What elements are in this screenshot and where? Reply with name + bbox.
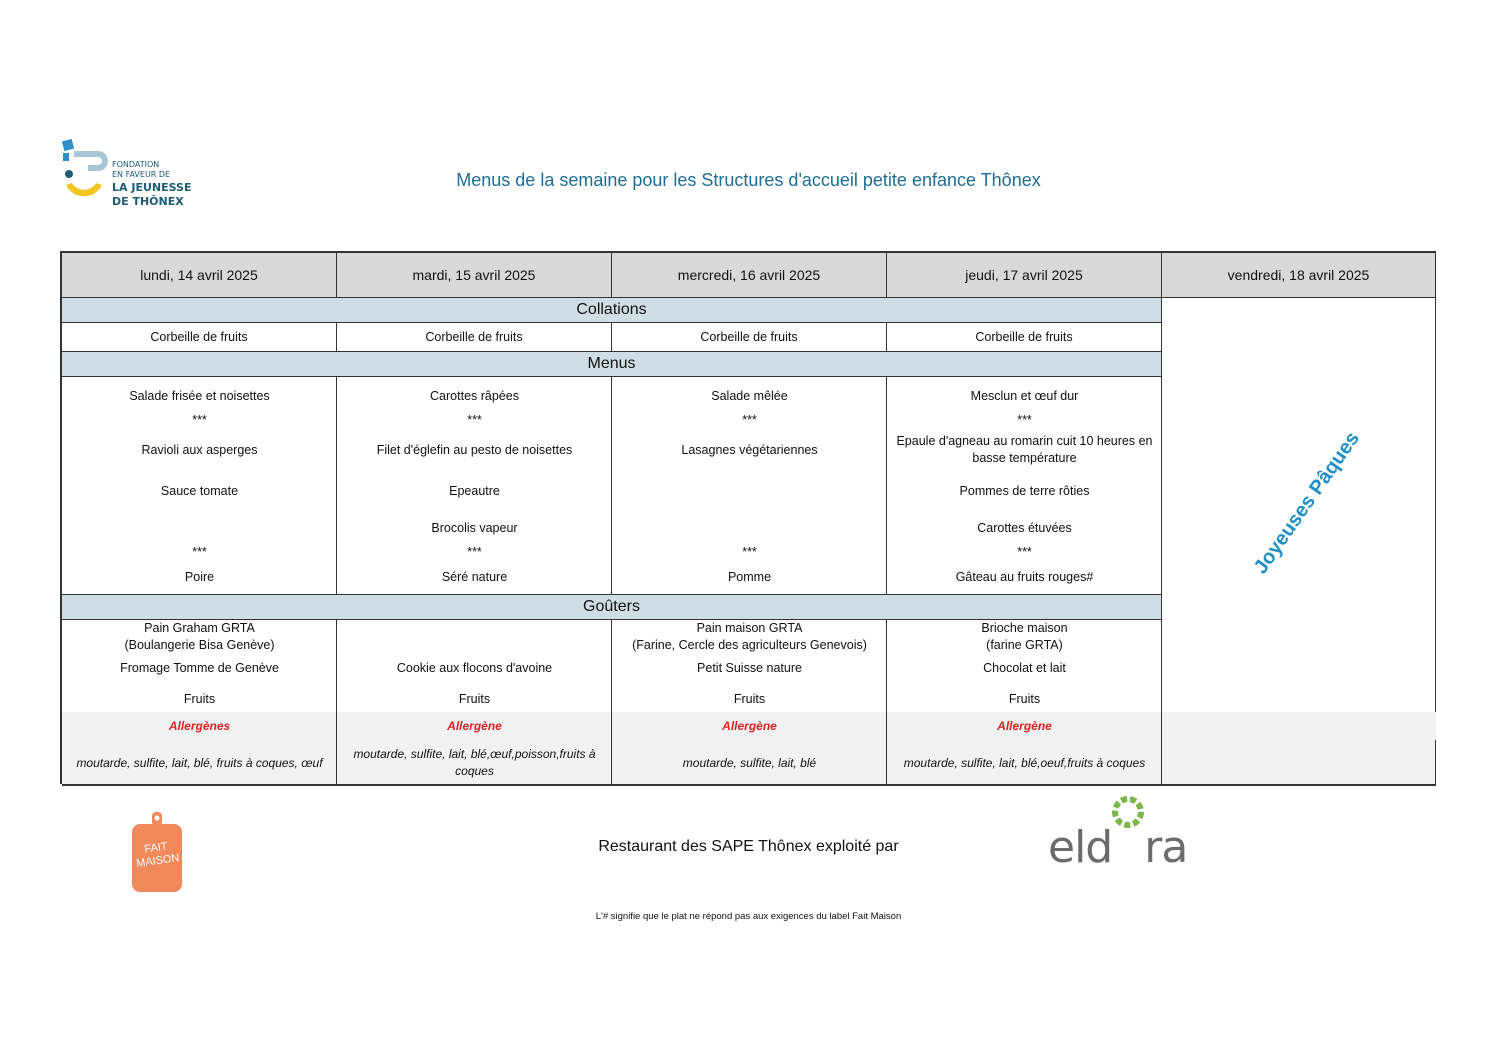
- menu-separator: ***: [742, 545, 757, 559]
- menu-dessert: Pomme: [727, 570, 772, 584]
- gouter-tuesday: [337, 620, 612, 712]
- menu-separator: ***: [192, 413, 207, 427]
- allergens-friday: [1162, 740, 1436, 784]
- allergens-list: moutarde, sulfite, lait, blé: [682, 756, 817, 770]
- gouter-pain: Brioche maison: [981, 621, 1068, 635]
- footnote: L'# signifie que le plat ne répond pas aux exigences du label Fait Maison: [595, 911, 902, 922]
- allergens-title: Allergènes: [168, 719, 231, 733]
- allergens-title: Allergène: [447, 719, 502, 733]
- day-header-thursday: jeudi, 17 avril 2025: [887, 253, 1162, 298]
- menu-dessert: Poire: [184, 570, 215, 584]
- menu-entree: Salade mêlée: [711, 389, 788, 403]
- gouter-pain-detail: (Boulangerie Bisa Genève): [124, 638, 275, 652]
- gouter-pain-detail: (Farine, Cercle des agriculteurs Genevois): [632, 638, 867, 652]
- menu-entree: Salade frisée et noisettes: [129, 389, 270, 403]
- gouter-pain-detail: (farine GRTA): [986, 638, 1063, 652]
- allergens-list: moutarde, sulfite, lait, blé,œuf,poisson,fruits à coques: [353, 747, 596, 778]
- menu-entree: Carottes râpées: [430, 389, 519, 403]
- gouter-monday: [62, 620, 337, 712]
- menu-accompagnement: Pommes de terre rôties: [959, 484, 1090, 498]
- day-header-tuesday: mardi, 15 avril 2025: [337, 253, 612, 298]
- fait-maison-line-1: FAIT: [143, 840, 169, 856]
- allergens-list: moutarde, sulfite, lait, blé, fruits à coques, œuf: [76, 756, 323, 770]
- logo-line-3: LA JEUNESSE: [112, 181, 192, 194]
- menu-plat: Ravioli aux asperges: [141, 443, 258, 457]
- gouter-pain: Pain maison GRTA: [696, 621, 803, 635]
- eldora-o-icon: [1110, 794, 1146, 830]
- logo-line-1: FONDATION: [112, 160, 160, 169]
- menu-monday: [62, 377, 337, 595]
- menu-separator: ***: [1017, 413, 1032, 427]
- gouter-thursday: [887, 620, 1162, 712]
- section-gouters: Goûters: [62, 595, 1162, 620]
- menu-entree: Mesclun et œuf dur: [970, 389, 1079, 403]
- menu-tuesday: [337, 377, 612, 595]
- menu-plat: Epaule d'agneau au romarin cuit 10 heures en basse température: [896, 434, 1153, 465]
- page-title: Menus de la semaine pour les Structures d'accueil petite enfance Thônex: [456, 170, 1041, 190]
- collation-wednesday: Corbeille de fruits: [612, 323, 887, 352]
- friday-easter-note: Joyeuses Pâques: [1249, 427, 1365, 579]
- section-menus: Menus: [62, 352, 1162, 377]
- table-bottom-border: [62, 784, 1436, 786]
- menu-thursday: [887, 377, 1162, 595]
- gouter-fruits: Fruits: [183, 692, 216, 706]
- menu-wednesday: [612, 377, 887, 595]
- gouter-fruits: Fruits: [458, 692, 491, 706]
- allergens-thursday: [887, 712, 1162, 784]
- gouter-item: Chocolat et lait: [983, 661, 1066, 675]
- allergens-title: Allergène: [722, 719, 777, 733]
- gouter-fruits: Fruits: [733, 692, 766, 706]
- allergens-monday: [62, 712, 337, 784]
- fait-maison-line-2: MAISON: [135, 851, 181, 870]
- section-collations: Collations: [62, 298, 1162, 323]
- gouter-item: Petit Suisse nature: [697, 661, 802, 675]
- menu-separator: ***: [1017, 545, 1032, 559]
- menu-separator: ***: [742, 413, 757, 427]
- menu-separator: ***: [467, 545, 482, 559]
- menu-separator: ***: [467, 413, 482, 427]
- logo-line-2: EN FAVEUR DE: [112, 170, 171, 179]
- menu-accompagnement-2: Brocolis vapeur: [431, 521, 518, 535]
- collation-tuesday: Corbeille de fruits: [337, 323, 612, 352]
- day-header-monday: lundi, 14 avril 2025: [62, 253, 337, 298]
- gouter-item: Cookie aux flocons d'avoine: [396, 661, 553, 675]
- menu-separator: ***: [192, 545, 207, 559]
- menu-dessert: Séré nature: [441, 570, 508, 584]
- menu-accompagnement: Epeautre: [449, 484, 500, 498]
- menu-table: [60, 251, 1436, 784]
- menu-accompagnement: Sauce tomate: [160, 484, 239, 498]
- day-header-wednesday: mercredi, 16 avril 2025: [612, 253, 887, 298]
- gouter-wednesday: [612, 620, 887, 712]
- menu-dessert: Gâteau au fruits rouges#: [955, 570, 1094, 584]
- allergens-title: Allergène: [997, 719, 1052, 733]
- allergens-tuesday: [337, 712, 612, 784]
- gouter-fruits: Fruits: [1008, 692, 1041, 706]
- day-header-friday: vendredi, 18 avril 2025: [1162, 253, 1436, 298]
- allergens-wednesday: [612, 712, 887, 784]
- collation-thursday: Corbeille de fruits: [887, 323, 1162, 352]
- menu-plat: Filet d'églefin au pesto de noisettes: [376, 443, 573, 457]
- operated-by-text: Restaurant des SAPE Thônex exploité par: [598, 838, 899, 855]
- gouter-item: Fromage Tomme de Genève: [120, 661, 279, 675]
- logo-line-4: DE THÔNEX: [112, 195, 184, 208]
- allergens-list: moutarde, sulfite, lait, blé,oeuf,fruits à coques: [903, 756, 1146, 770]
- menu-plat: Lasagnes végétariennes: [681, 443, 818, 457]
- collation-monday: Corbeille de fruits: [62, 323, 337, 352]
- gouter-pain: Pain Graham GRTA: [144, 621, 255, 635]
- menu-accompagnement-2: Carottes étuvées: [977, 521, 1072, 535]
- eldora-logo: eld ra: [1048, 822, 1187, 873]
